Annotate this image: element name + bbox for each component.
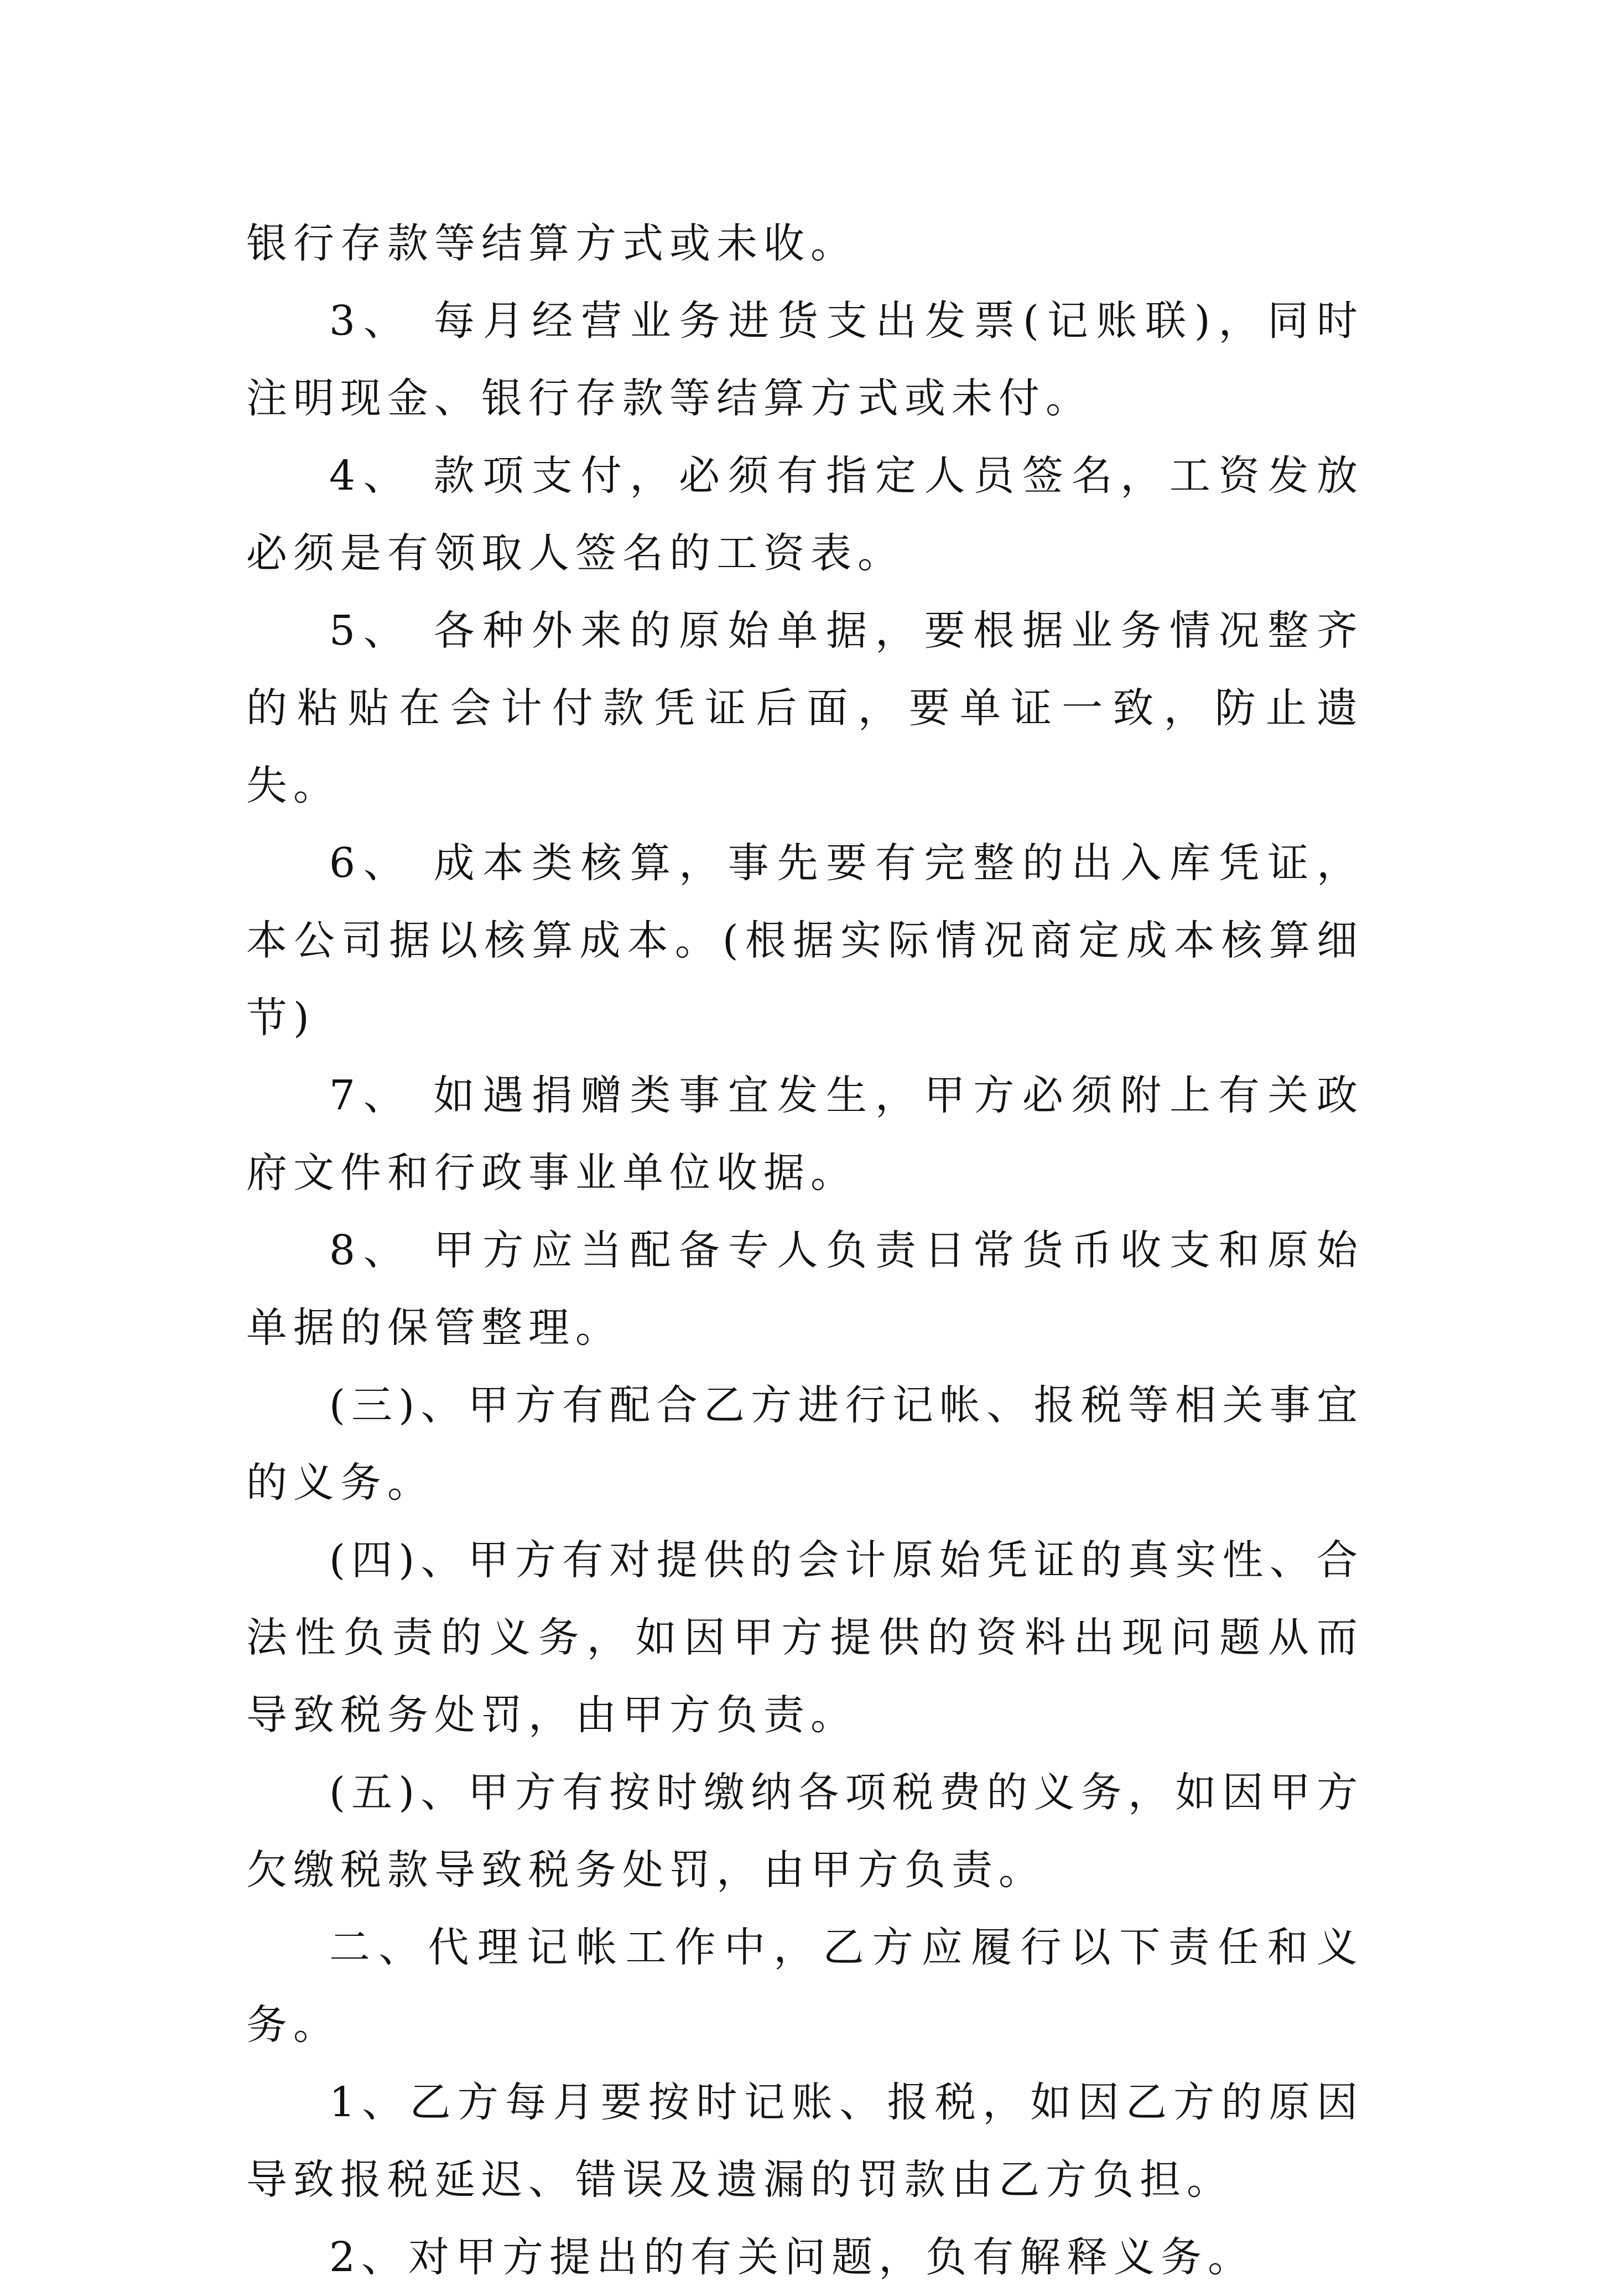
paragraph-4: 5、 各种外来的原始单据，要根据业务情况整齐的粘贴在会计付款凭证后面，要单证一致，防止遗失。 bbox=[246, 607, 1364, 809]
paragraph-12: 1、乙方每月要按时记账、报税，如因乙方的原因导致报税延迟、错误及遗漏的罚款由乙方负担。 bbox=[246, 2079, 1364, 2204]
paragraph-9: (四)、甲方有对提供的会计原始凭证的真实性、合法性负责的义务，如因甲方提供的资料出现问题从而导致税务处罚，由甲方负责。 bbox=[246, 1536, 1364, 1739]
paragraph-10: (五)、甲方有按时缴纳各项税费的义务，如因甲方欠缴税款导致税务处罚，由甲方负责。 bbox=[246, 1769, 1364, 1894]
paragraph-5: 6、 成本类核算，事先要有完整的出入库凭证，本公司据以核算成本。(根据实际情况商定成本核算细节) bbox=[246, 839, 1364, 1042]
paragraph-3: 4、 款项支付，必须有指定人员签名，工资发放必须是有领取人签名的工资表。 bbox=[246, 452, 1364, 577]
document-body bbox=[246, 205, 1364, 2296]
paragraph-11: 二、代理记帐工作中，乙方应履行以下责任和义务。 bbox=[246, 1924, 1364, 2049]
paragraph-7: 8、 甲方应当配备专人负责日常货币收支和原始单据的保管整理。 bbox=[246, 1227, 1364, 1352]
paragraph-13: 2、对甲方提出的有关问题，负有解释义务。 bbox=[329, 2233, 1255, 2281]
paragraph-1: 银行存款等结算方式或未收。 bbox=[246, 220, 857, 267]
paragraph-2: 3、 每月经营业务进货支出发票(记账联)，同时注明现金、银行存款等结算方式或未付。 bbox=[246, 297, 1364, 422]
paragraph-8: (三)、甲方有配合乙方进行记帐、报税等相关事宜的义务。 bbox=[246, 1381, 1364, 1507]
paragraph-6: 7、 如遇捐赠类事宜发生，甲方必须附上有关政府文件和行政事业单位收据。 bbox=[246, 1072, 1364, 1197]
